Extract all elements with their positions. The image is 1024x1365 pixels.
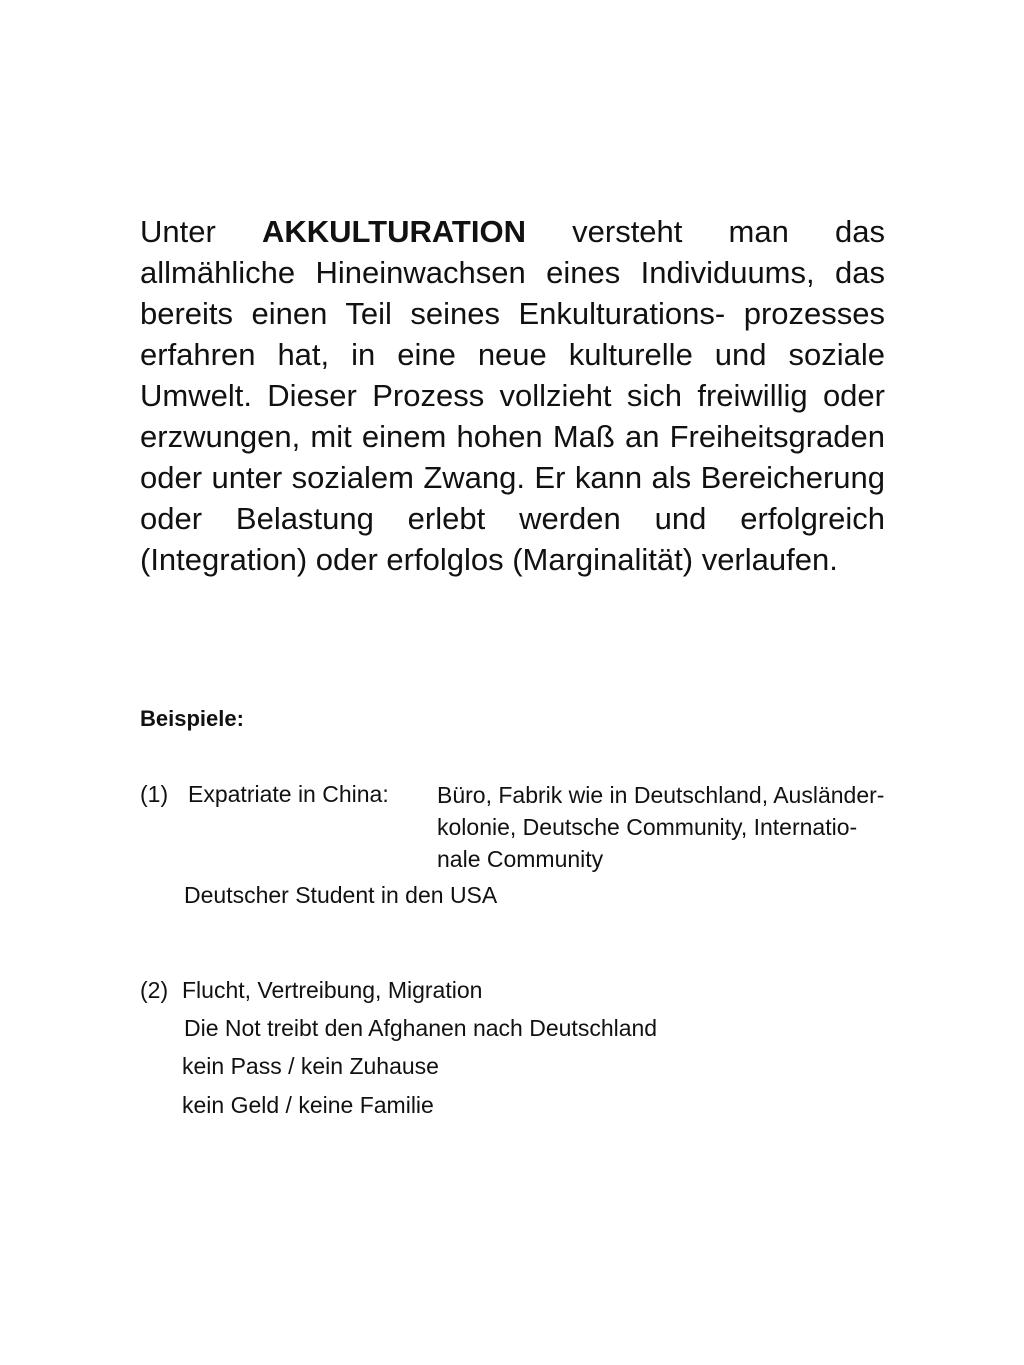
- example-1-description-line: nale Community: [437, 846, 604, 872]
- example-2-sub-line: Die Not treibt den Afghanen nach Deutschland: [184, 1015, 658, 1041]
- example-2-number: (2): [140, 977, 169, 1003]
- example-1-sub-line: Deutscher Student in den USA: [184, 882, 498, 908]
- example-1-description-line: kolonie, Deutsche Community, Internatio-: [437, 814, 858, 840]
- example-1-description-line: Büro, Fabrik wie in Deutschland, Ausländer-: [437, 782, 885, 808]
- definition-prefix: Unter: [140, 214, 262, 249]
- example-2-sub-line: kein Pass / kein Zuhause: [182, 1053, 439, 1079]
- example-1-number: (1): [140, 781, 169, 807]
- definition-paragraph: [140, 211, 885, 580]
- example-1-description: [437, 779, 977, 875]
- example-1-label: Expatriate in China:: [188, 781, 389, 807]
- definition-term: AKKULTURATION: [261, 214, 526, 249]
- example-2-label: Flucht, Vertreibung, Migration: [182, 977, 483, 1003]
- example-2-sub-line: kein Geld / keine Familie: [182, 1092, 434, 1118]
- examples-heading: Beispiele:: [140, 706, 244, 731]
- definition-text: versteht man das allmähliche Hineinwachsen eines Individuums, das bereits einen Teil seines Enkulturations- prozesses erfahren hat, in eine neue kulturelle und soziale Umwelt. Dieser Prozess vollzieht sich freiwillig oder erzwungen, mit einem hohen Maß an Freiheitsgraden oder unter sozialem Zwang. Er kann als Bereicherung oder Belastung erlebt werden und erfolgreich (Integration) oder erfolglos (Marginalität) verlaufen.: [140, 214, 885, 577]
